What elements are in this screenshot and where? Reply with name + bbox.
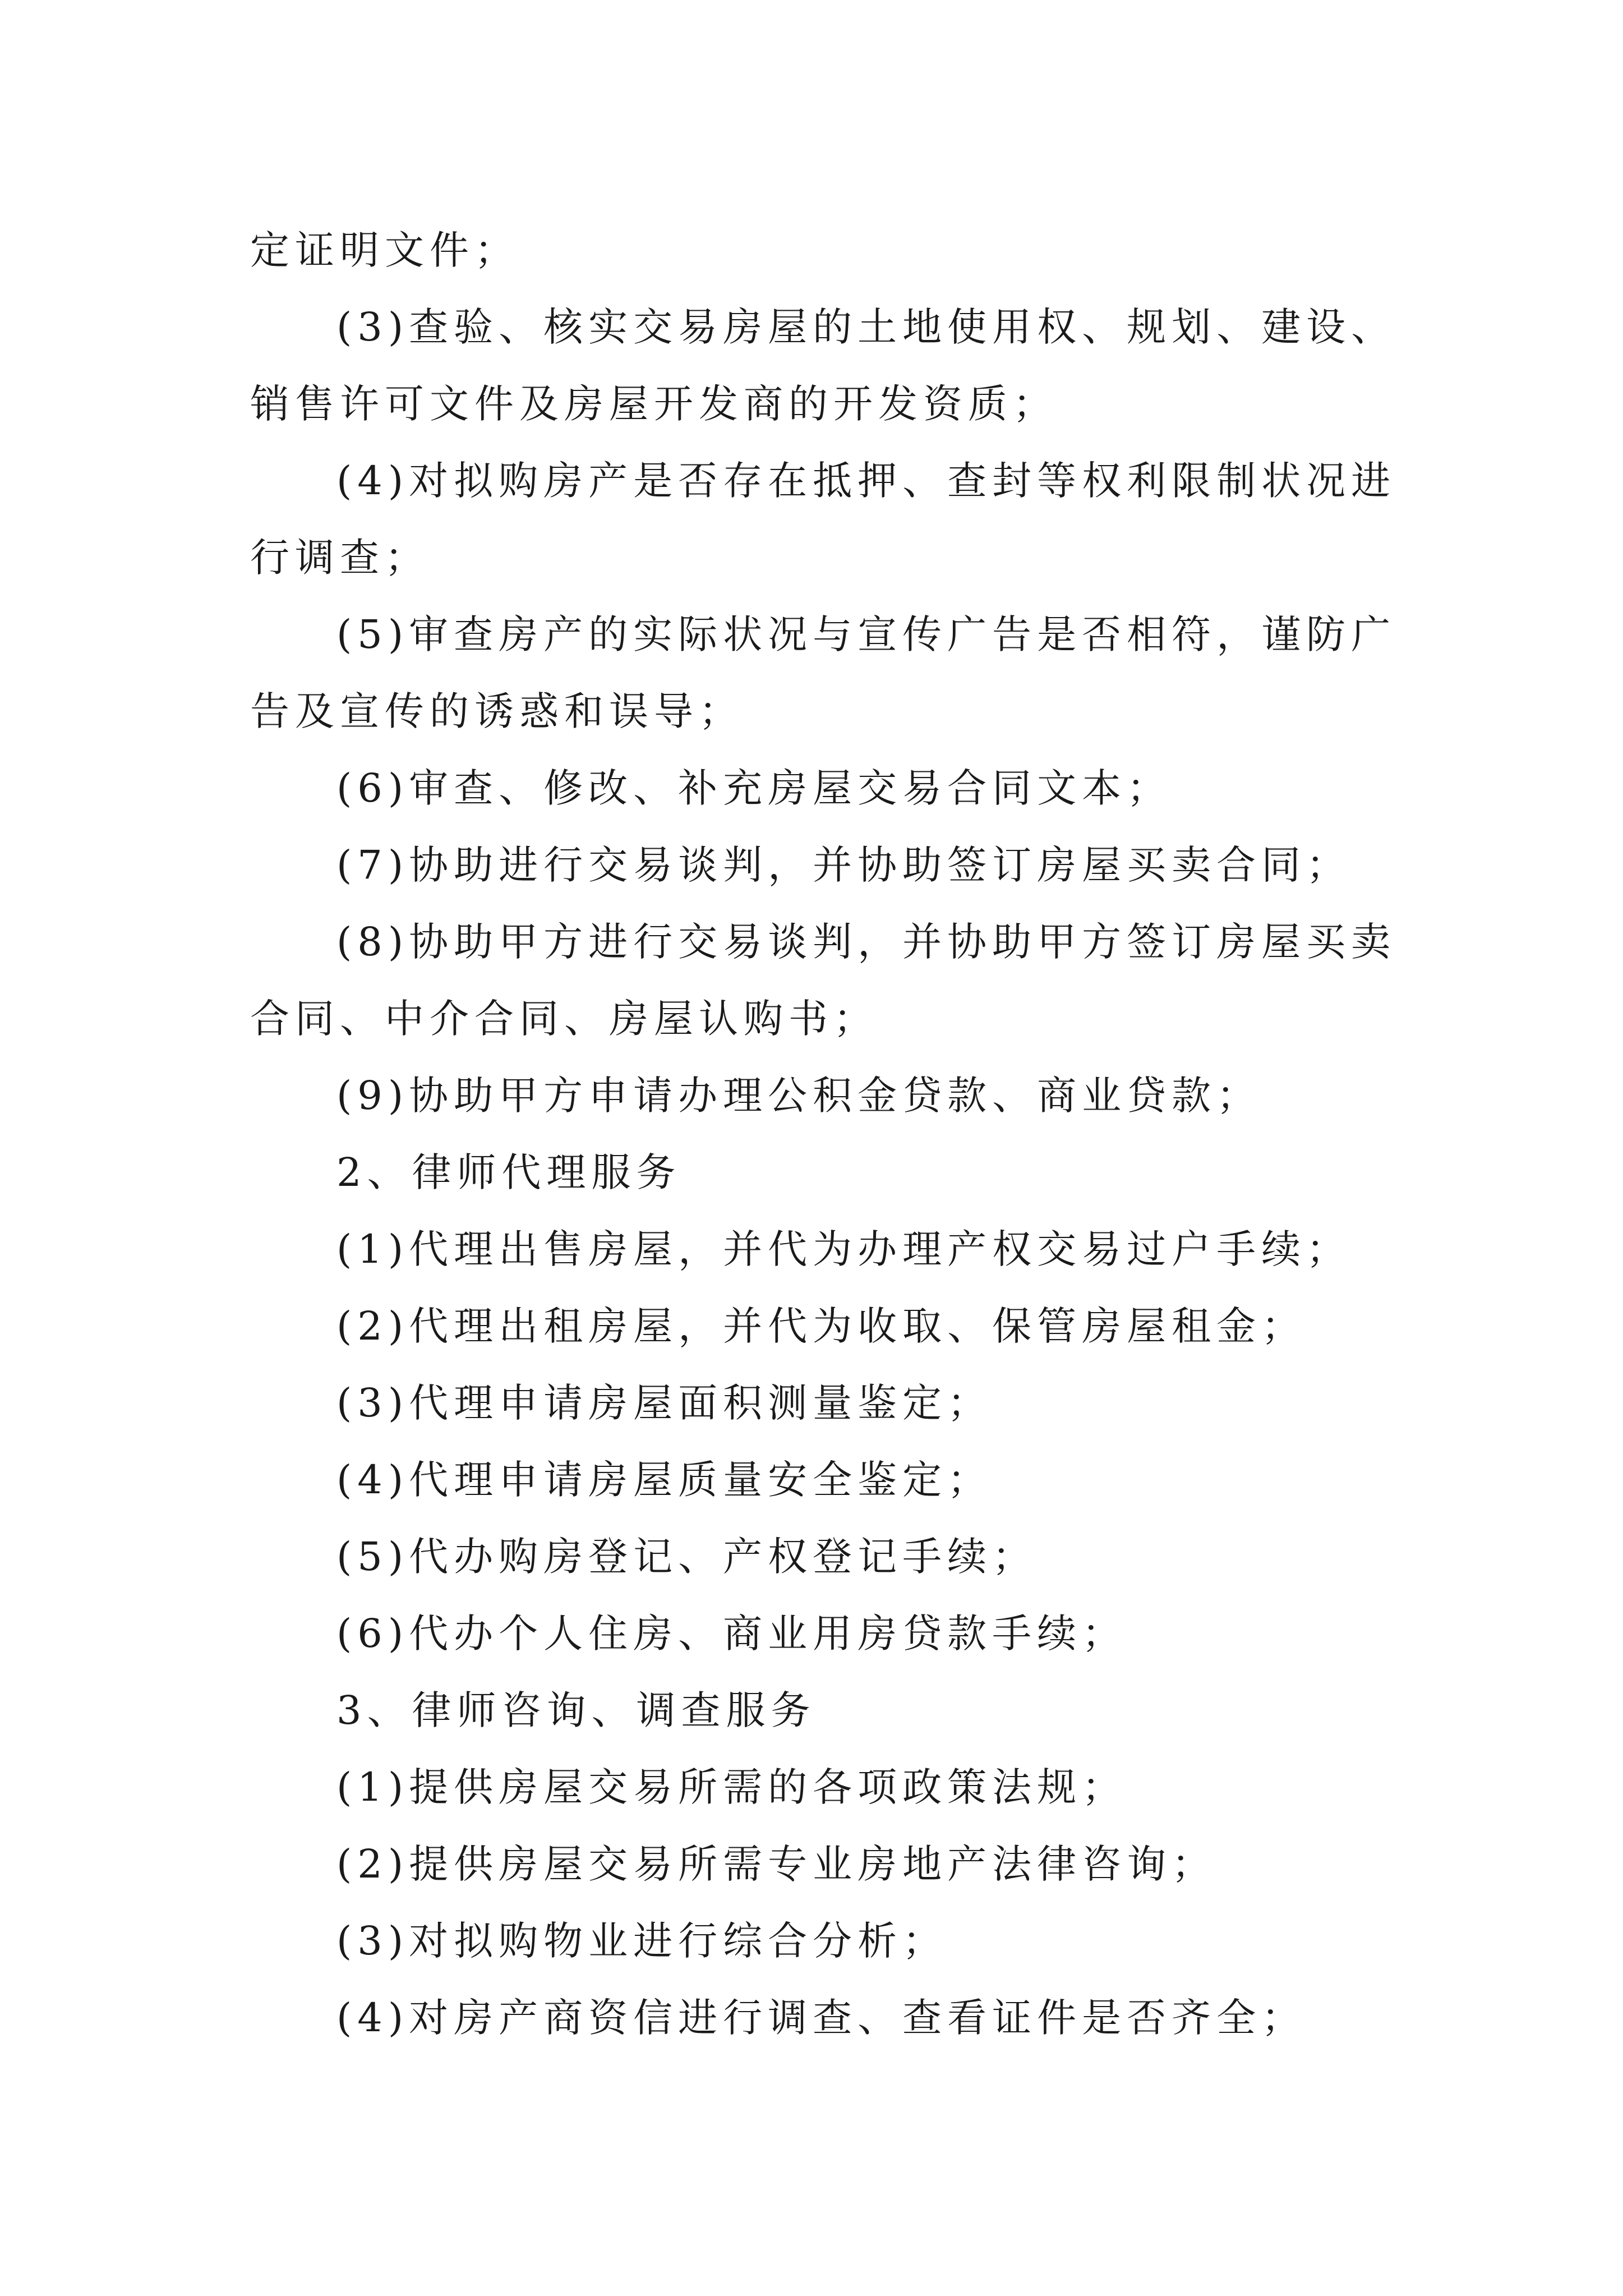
text-line: (7)协助进行交易谈判，并协助签订房屋买卖合同； (336, 842, 1352, 888)
text-line: (2)提供房屋交易所需专业房地产法律咨询； (336, 1841, 1217, 1887)
text-line: (3)查验、核实交易房屋的土地使用权、规划、建设、 (336, 304, 1396, 350)
text-line: (5)代办购房登记、产权登记手续； (336, 1534, 1038, 1580)
text-line: 行调查； (250, 535, 430, 581)
text-line: 定证明文件； (250, 227, 519, 273)
text-line: (4)代理申请房屋质量安全鉴定； (336, 1457, 993, 1503)
text-line: 告及宣传的诱惑和误导； (250, 688, 744, 734)
text-line: (1)提供房屋交易所需的各项政策法规； (336, 1764, 1127, 1810)
text-line: (6)代办个人住房、商业用房贷款手续； (336, 1611, 1127, 1657)
text-line: (6)审查、修改、补充房屋交易合同文本； (336, 765, 1172, 811)
text-line: 销售许可文件及房屋开发商的开发资质； (250, 381, 1058, 427)
section-heading: 3、律师咨询、调查服务 (336, 1687, 816, 1733)
text-line: (3)代理申请房屋面积测量鉴定； (336, 1380, 993, 1426)
text-line: (9)协助甲方申请办理公积金贷款、商业贷款； (336, 1073, 1262, 1119)
text-line: (2)代理出租房屋，并代为收取、保管房屋租金； (336, 1303, 1307, 1349)
text-line: (1)代理出售房屋，并代为办理产权交易过户手续； (336, 1226, 1352, 1272)
text-line: (4)对房产商资信进行调查、查看证件是否齐全； (336, 1995, 1307, 2041)
text-line: 合同、中介合同、房屋认购书； (250, 996, 878, 1042)
document-body (250, 212, 1396, 2056)
text-line: (3)对拟购物业进行综合分析； (336, 1918, 948, 1964)
text-line: (8)协助甲方进行交易谈判，并协助甲方签订房屋买卖 (336, 919, 1396, 965)
text-line: (5)审查房产的实际状况与宣传广告是否相符，谨防广 (336, 611, 1396, 657)
section-heading: 2、律师代理服务 (336, 1149, 681, 1195)
text-line: (4)对拟购房产是否存在抵押、查封等权利限制状况进 (336, 458, 1396, 504)
